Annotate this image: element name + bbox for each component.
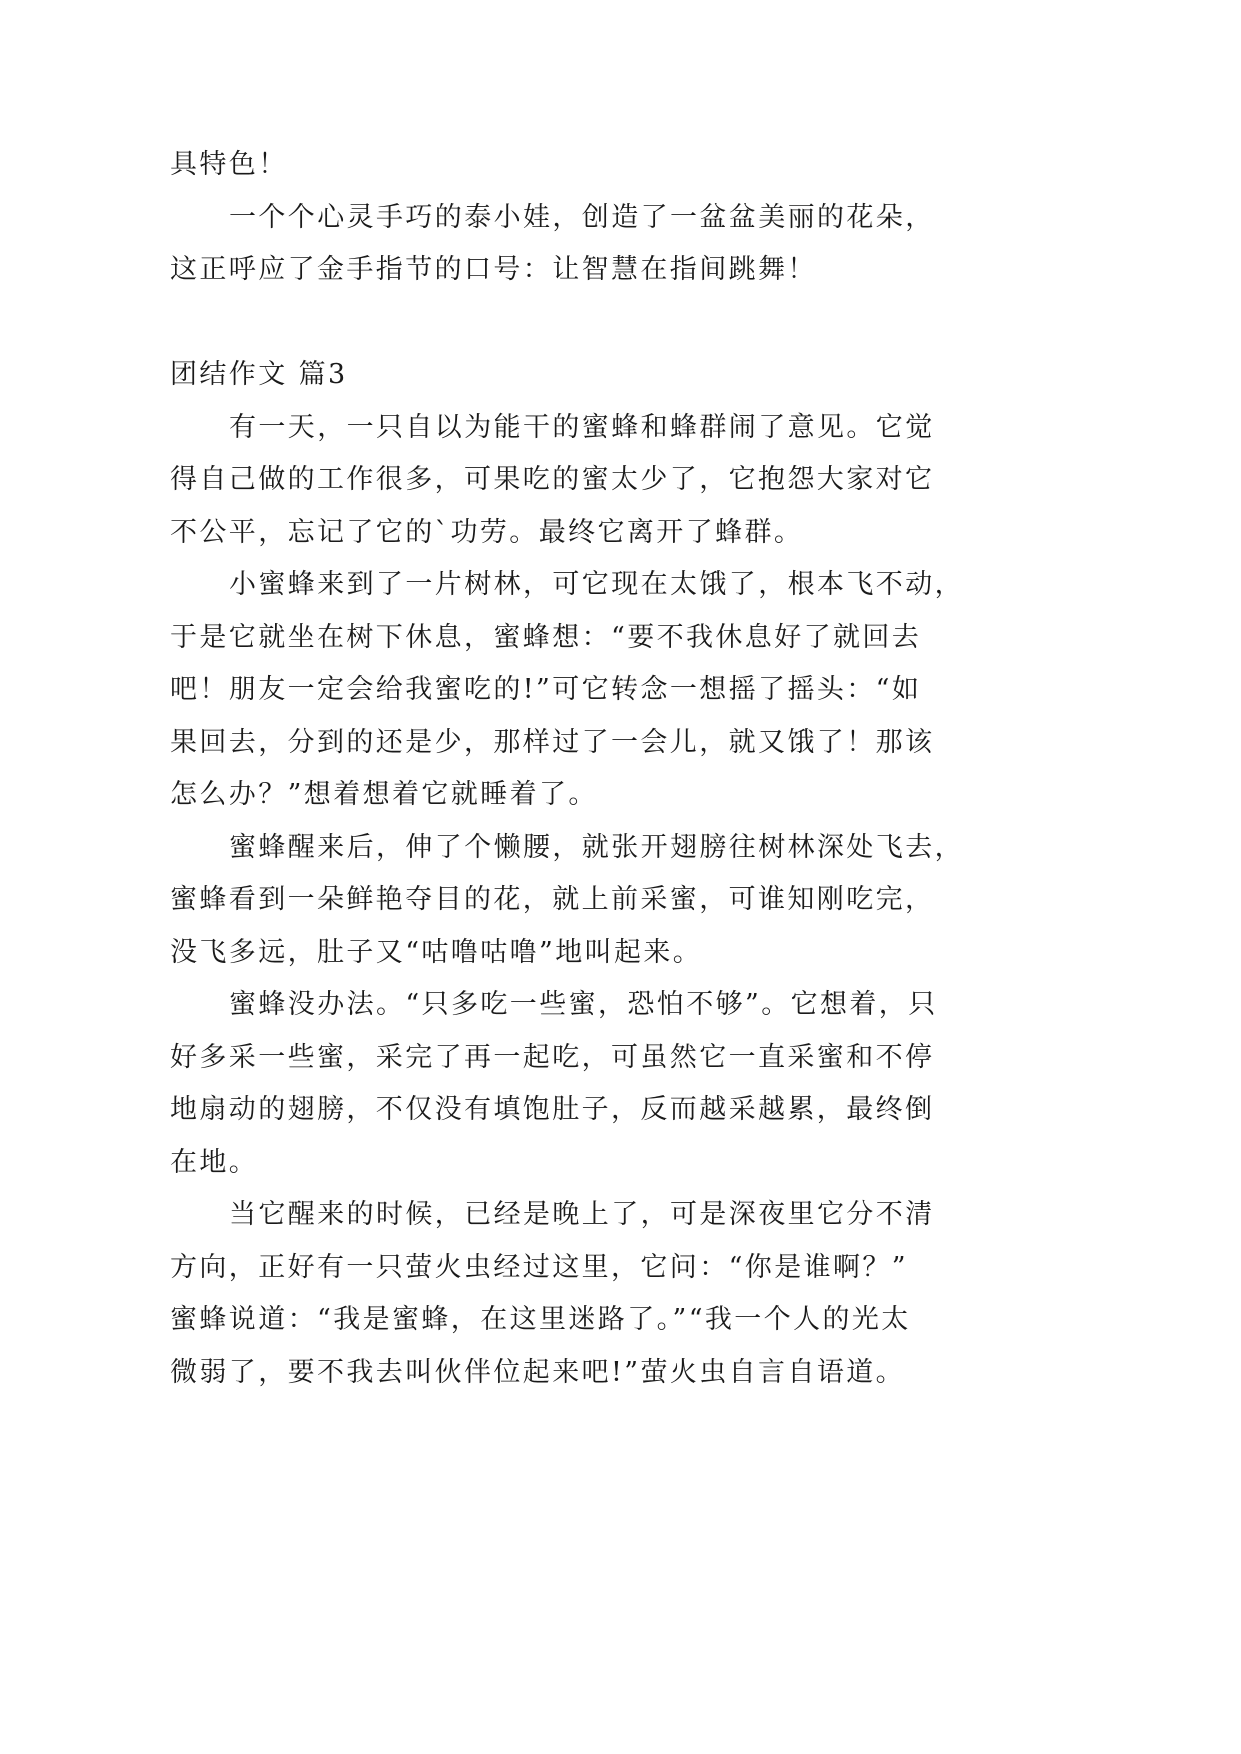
text-line: 微弱了，要不我去叫伙伴位起来吧!”萤火虫自言自语道。 bbox=[170, 1356, 906, 1388]
text-line: 蜜蜂醒来后，伸了个懒腰，就张开翅膀往树林深处飞去， bbox=[229, 831, 964, 863]
text-line: 当它醒来的时候，已经是晚上了，可是深夜里它分不清 bbox=[229, 1199, 935, 1230]
text-line: 不公平，忘记了它的`功劳。最终它离开了蜂群。 bbox=[170, 516, 804, 548]
text-line: 具特色！ bbox=[170, 149, 288, 180]
text-line: 果回去，分到的还是少，那样过了一会儿，就又饿了！那该 bbox=[170, 726, 935, 758]
paragraph bbox=[170, 822, 970, 980]
text-line: 地扇动的翅膀，不仅没有填饱肚子，反而越采越累，最终倒 bbox=[170, 1094, 935, 1125]
text-line: 吧！朋友一定会给我蜜吃的!”可它转念一想摇了摇头：“如 bbox=[170, 674, 922, 705]
text-line: 于是它就坐在树下休息，蜜蜂想：“要不我休息好了就回去 bbox=[170, 621, 922, 653]
text-line: 方向，正好有一只萤火虫经过这里，它问：“你是谁啊？” bbox=[170, 1251, 909, 1283]
document-body bbox=[170, 139, 970, 1399]
text-line: 怎么办？”想着想着它就睡着了。 bbox=[170, 779, 598, 810]
paragraph bbox=[170, 979, 970, 1189]
paragraph bbox=[170, 1189, 970, 1399]
paragraph bbox=[170, 192, 970, 297]
section-title: 团结作文 篇3 bbox=[170, 359, 348, 390]
text-line: 有一天，一只自以为能干的蜜蜂和蜂群闹了意见。它觉 bbox=[229, 411, 935, 443]
text-line: 小蜜蜂来到了一片树林，可它现在太饿了，根本飞不动， bbox=[229, 569, 964, 600]
text-line: 蜜蜂没办法。“只多吃一些蜜，恐怕不够”。它想着，只 bbox=[229, 989, 938, 1020]
text-line: 这正呼应了金手指节的口号：让智慧在指间跳舞！ bbox=[170, 254, 817, 285]
text-line: 一个个心灵手巧的泰小娃，创造了一盆盆美丽的花朵， bbox=[229, 201, 935, 233]
text-line: 蜜蜂看到一朵鲜艳夺目的花，就上前采蜜，可谁知刚吃完， bbox=[170, 884, 935, 915]
text-line: 好多采一些蜜，采完了再一起吃，可虽然它一直采蜜和不停 bbox=[170, 1041, 935, 1073]
paragraph bbox=[170, 139, 970, 192]
text-line: 蜜蜂说道：“我是蜜蜂，在这里迷路了。”“我一个人的光太 bbox=[170, 1304, 911, 1335]
paragraph bbox=[170, 559, 970, 822]
text-line: 得自己做的工作很多，可果吃的蜜太少了，它抱怨大家对它 bbox=[170, 464, 935, 495]
text-line: 在地。 bbox=[170, 1146, 259, 1178]
text-line: 没飞多远，肚子又“咕噜咕噜”地叫起来。 bbox=[170, 936, 703, 968]
paragraph bbox=[170, 402, 970, 560]
